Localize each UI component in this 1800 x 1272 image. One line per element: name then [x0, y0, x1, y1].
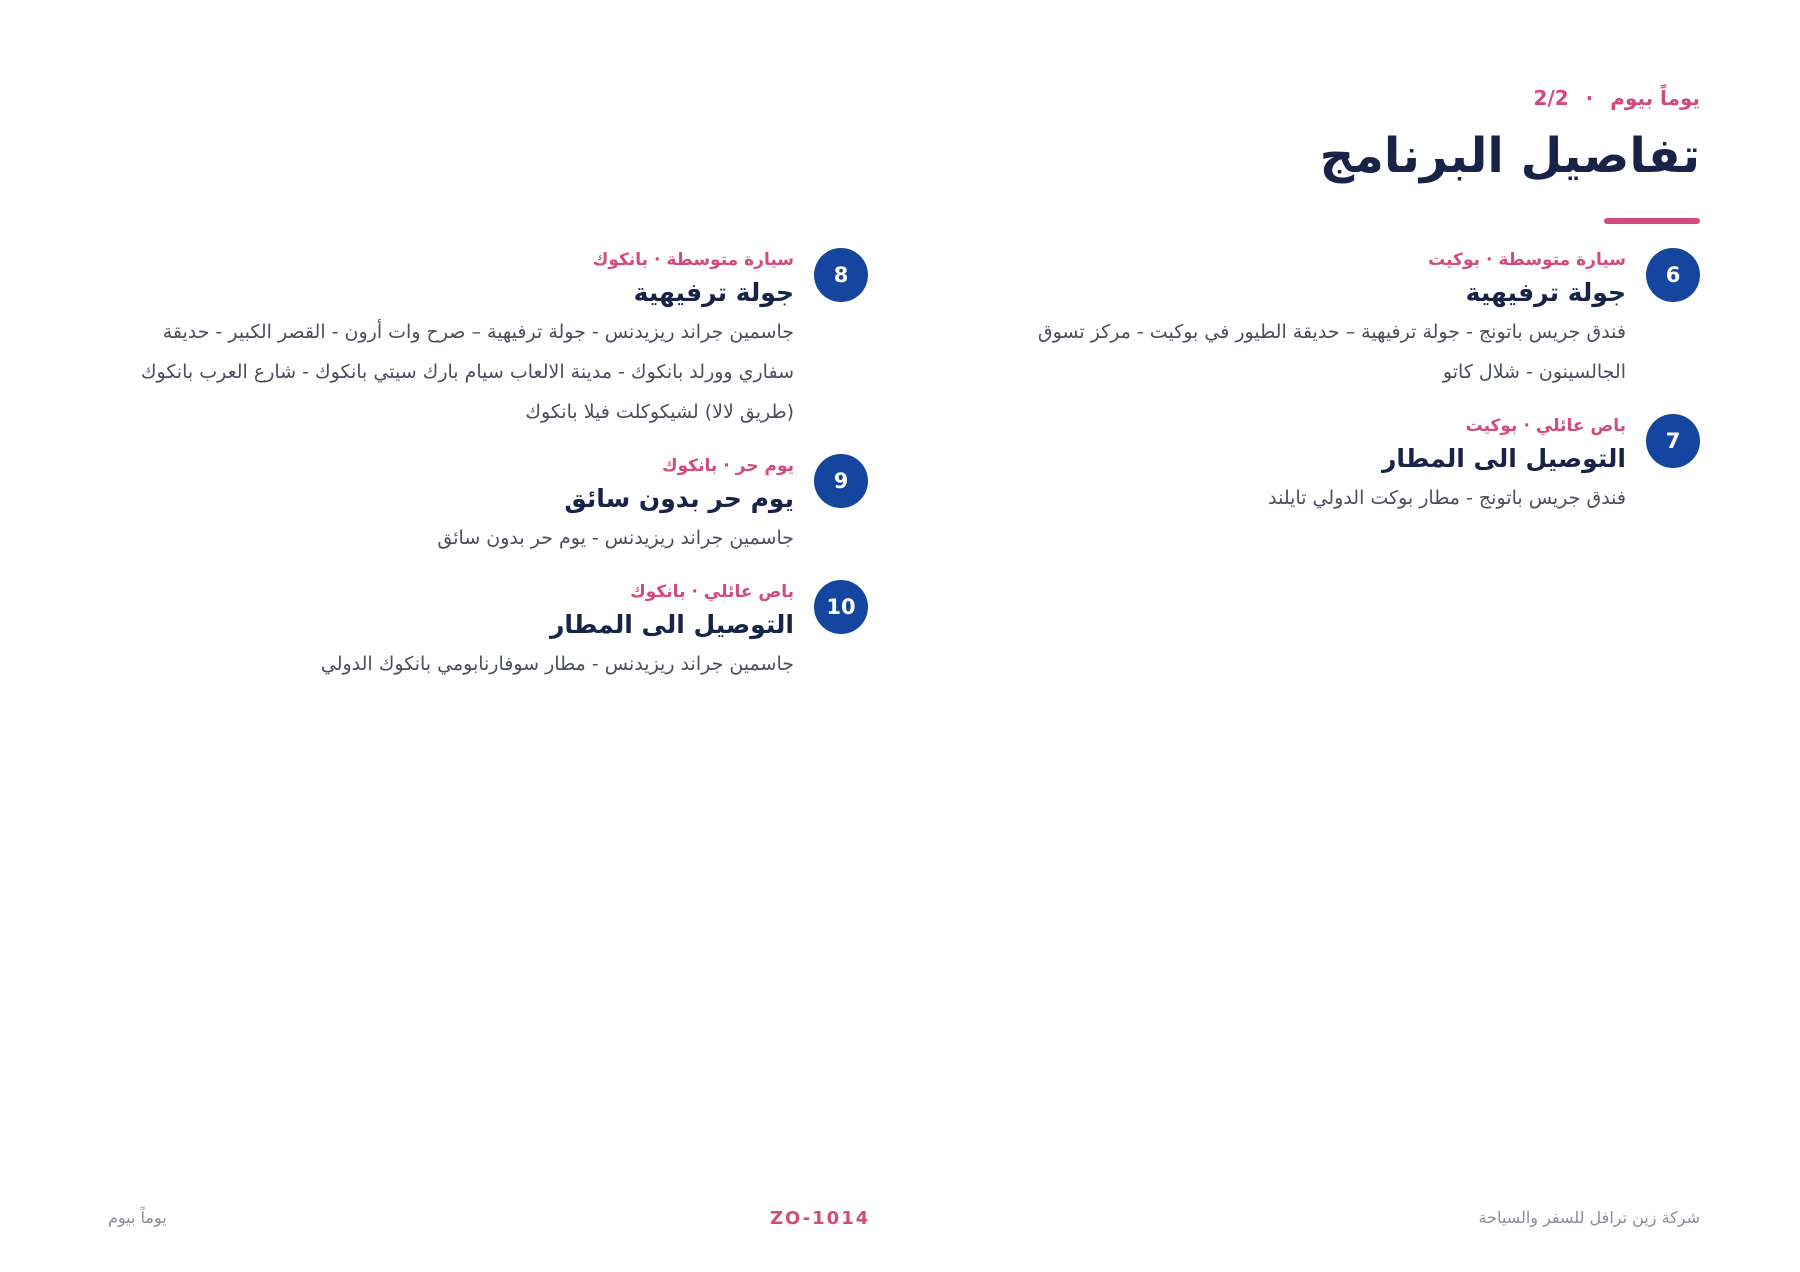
day-description: جاسمين جراند ريزيدنس - جولة ترفيهية – صرح وات أرون - القصر الكبير - حديقة سفاري وورلد بانكوك - مدينة الالعاب سيام بارك سيتي بانكوك - شارع العرب بانكوك (طريق لالا) لشيكوكلت فيلا بانكوك — [140, 321, 794, 423]
day-number-badge: 10 — [814, 580, 868, 634]
day-title: جولة ترفيهية — [633, 278, 794, 307]
day-city: بوكيت — [1428, 250, 1481, 270]
day-number-badge: 6 — [1646, 248, 1700, 302]
day-number-badge: 9 — [814, 454, 868, 508]
kicker-page-count: 2/2 — [1533, 86, 1569, 110]
day-title: يوم حر بدون سائق — [564, 484, 794, 513]
day-title: التوصيل الى المطار — [1381, 444, 1626, 473]
meta-separator: · — [691, 582, 698, 602]
day-transport: يوم حر — [735, 456, 794, 476]
footer-company-name: شركة زين ترافل للسفر والسياحة — [1478, 1208, 1700, 1227]
day-item — [128, 248, 868, 432]
day-item — [960, 414, 1700, 518]
kicker-label: يوماً بيوم — [1610, 86, 1700, 110]
day-item — [128, 580, 868, 684]
title-underline — [1604, 218, 1700, 224]
meta-separator: · — [1523, 416, 1530, 436]
day-city: بانكوك — [630, 582, 686, 602]
day-transport: باص عائلي — [1535, 416, 1626, 436]
day-city: بانكوك — [662, 456, 718, 476]
day-description: جاسمين جراند ريزيدنس - مطار سوفارنابومي بانكوك الدولي — [320, 653, 794, 675]
day-transport: سيارة متوسطة — [666, 250, 794, 270]
day-item — [960, 248, 1700, 392]
day-title: جولة ترفيهية — [1465, 278, 1626, 307]
day-item — [128, 454, 868, 558]
section-kicker — [1320, 86, 1700, 110]
meta-separator: · — [1486, 250, 1493, 270]
day-transport: باص عائلي — [703, 582, 794, 602]
page-header — [1320, 86, 1700, 184]
footer-section-tag: يوماً بيوم — [108, 1208, 167, 1227]
itinerary-column-left — [128, 248, 868, 706]
day-description: جاسمين جراند ريزيدنس - يوم حر بدون سائق — [437, 527, 794, 549]
day-meta — [960, 248, 1626, 272]
day-number-badge: 8 — [814, 248, 868, 302]
day-meta — [128, 454, 794, 478]
page-title: تفاصيل البرنامج — [1319, 128, 1700, 184]
day-city: بوكيت — [1465, 416, 1518, 436]
day-transport: سيارة متوسطة — [1498, 250, 1626, 270]
meta-separator: · — [723, 456, 730, 476]
day-meta — [128, 580, 794, 604]
itinerary-column-right — [960, 248, 1700, 540]
footer-program-code: ZO-1014 — [770, 1208, 871, 1229]
day-meta — [960, 414, 1626, 438]
day-meta — [128, 248, 794, 272]
day-description: فندق جريس باتونج - مطار بوكت الدولي تايلند — [1268, 487, 1626, 509]
kicker-separator: · — [1585, 86, 1594, 110]
day-description: فندق جريس باتونج - جولة ترفيهية – حديقة الطيور في بوكيت - مركز تسوق الجالسينون - شلال كاتو — [1037, 321, 1626, 383]
day-number-badge: 7 — [1646, 414, 1700, 468]
day-title: التوصيل الى المطار — [549, 610, 794, 639]
day-city: بانكوك — [592, 250, 649, 270]
meta-separator: · — [654, 250, 661, 270]
